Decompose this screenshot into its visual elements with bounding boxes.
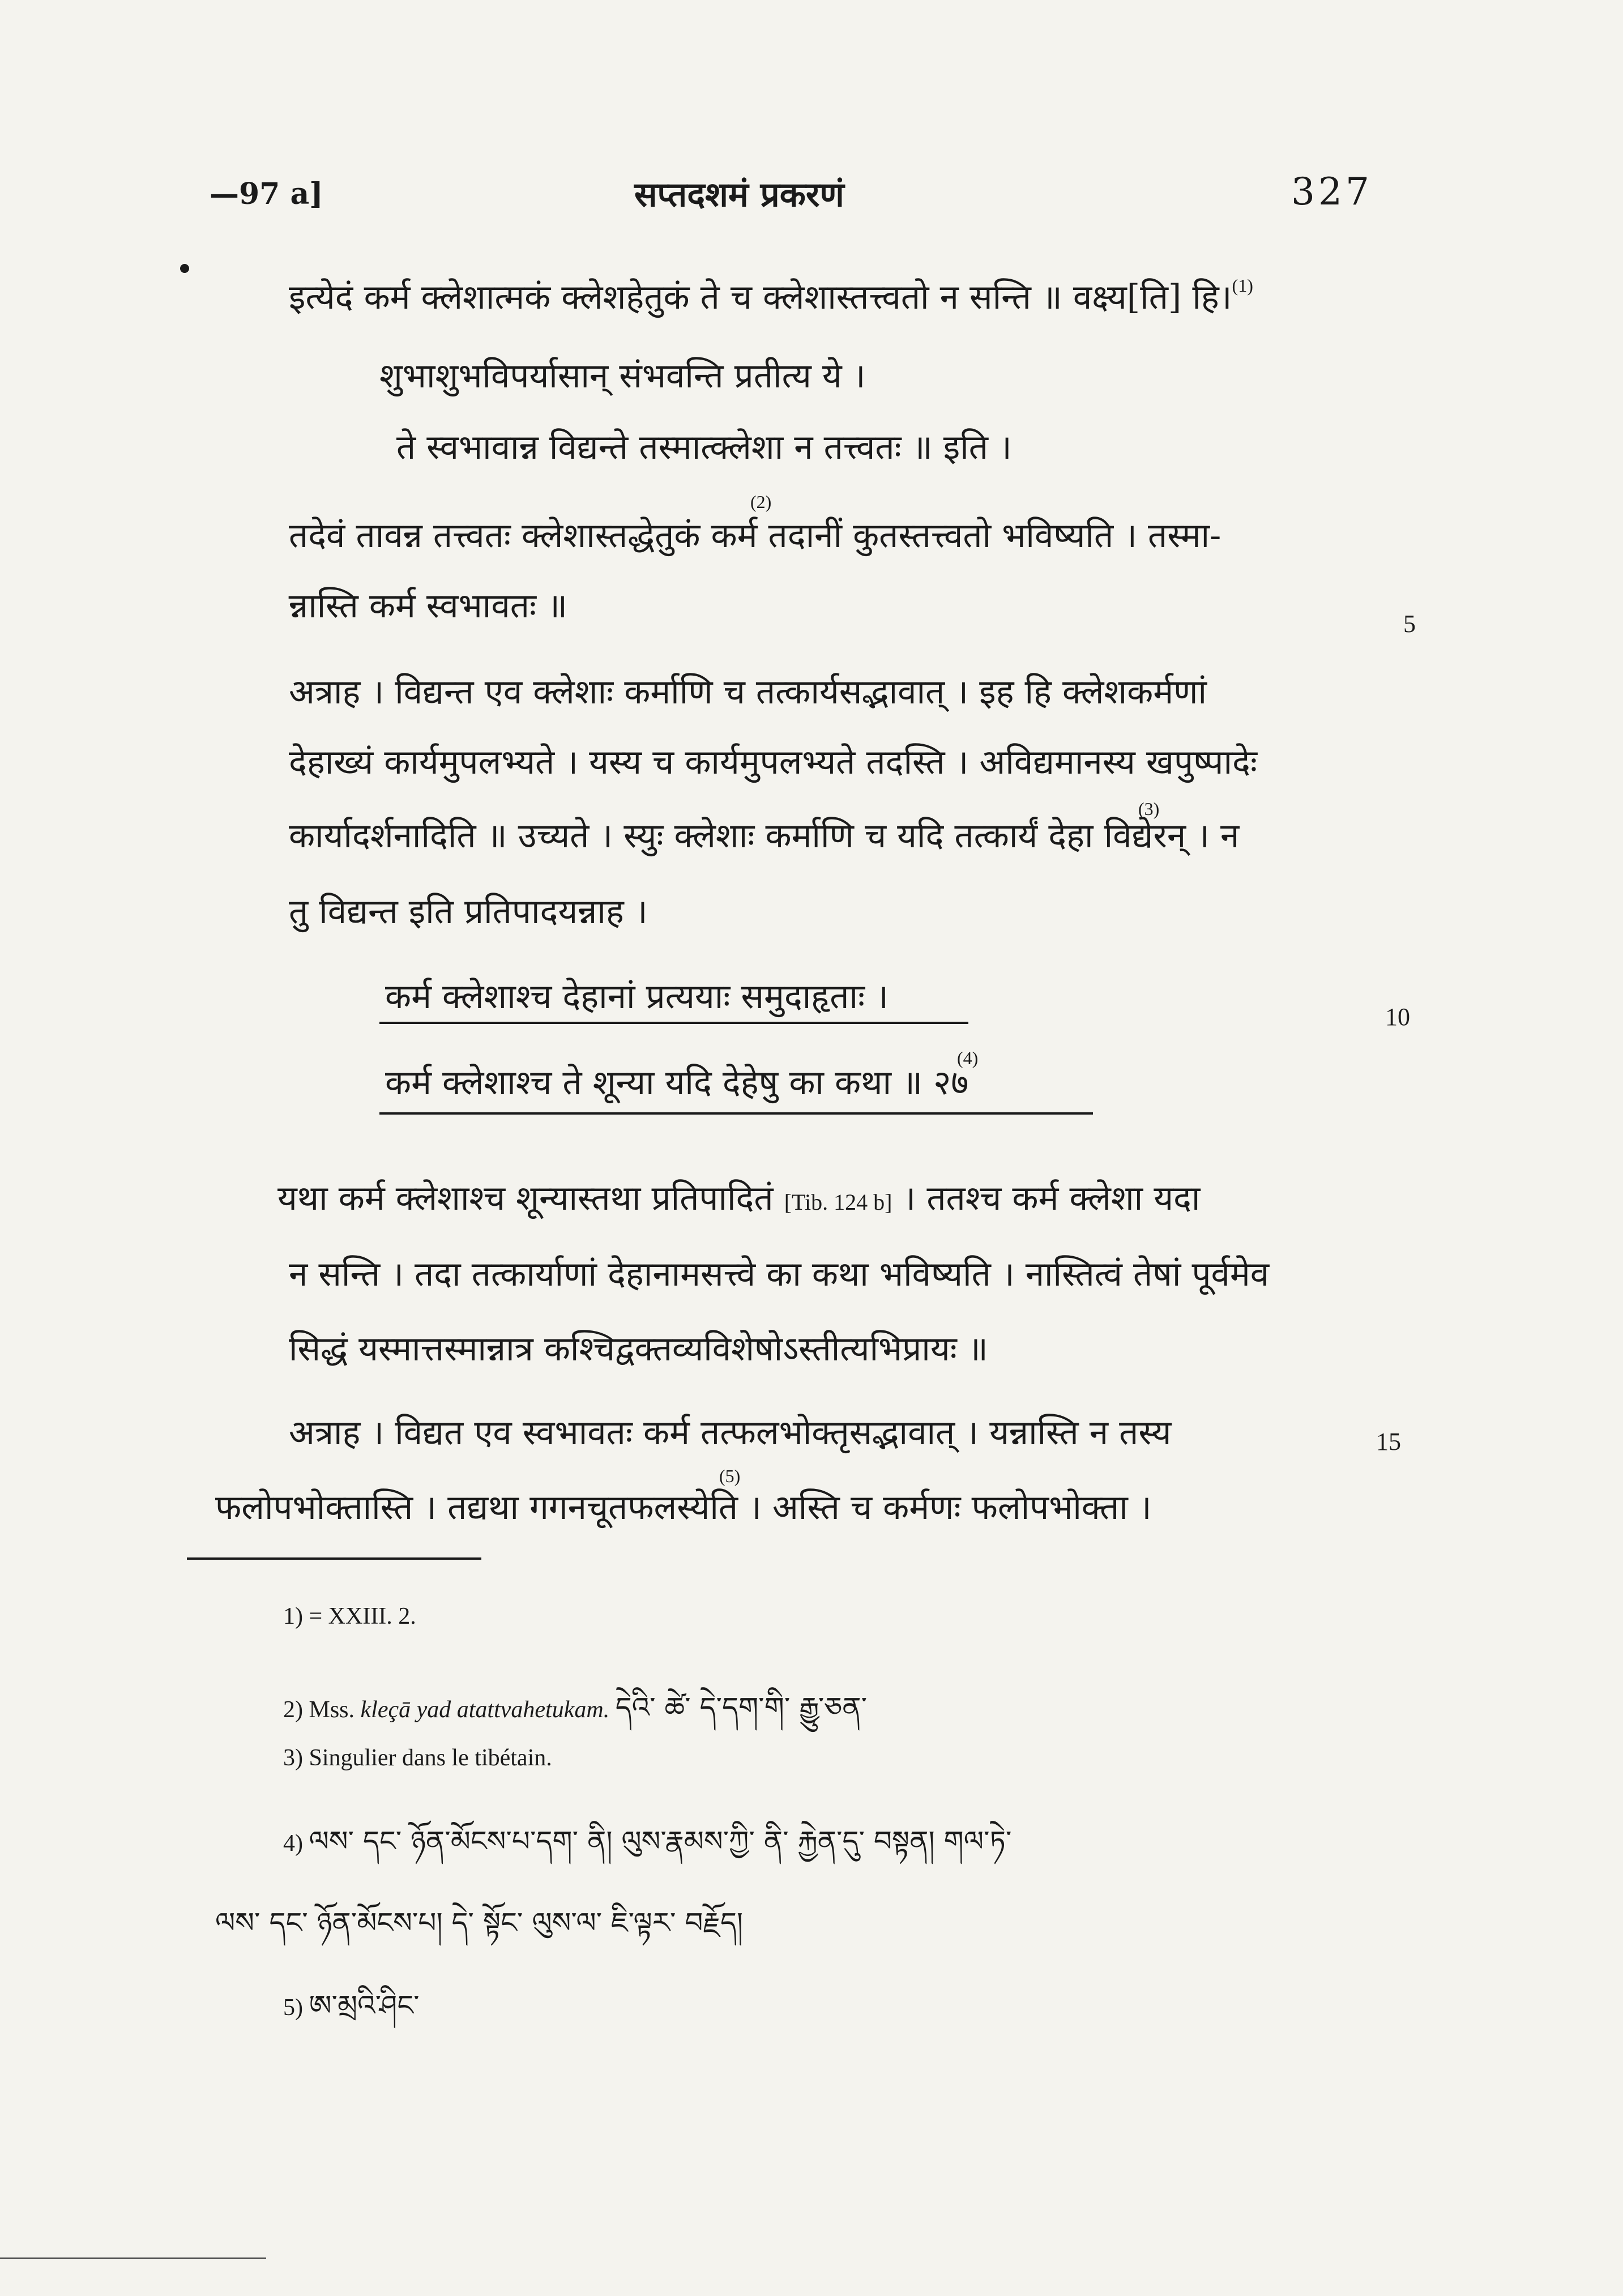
text-line-9: तु विद्यन्त इति प्रतिपादयन्नाह । xyxy=(289,892,648,932)
line-number-5: 5 xyxy=(1403,610,1416,638)
footnote-separator xyxy=(187,1557,481,1560)
footnote-4: 4) ལས་ དང་ ཉོན་མོངས་པ་དག་ ནི། ལུས་རྣམས་ཀྱི་ ནི་ རྐྱེན་དུ་ བསྟན། གལ་ཏེ་ xyxy=(283,1825,1012,1858)
footnote-mark-4: (4) xyxy=(957,1048,979,1068)
verse-underline-1 xyxy=(379,1022,968,1024)
running-head-left: —97 a] xyxy=(210,177,323,211)
text-line-14: सिद्धं यस्मात्तस्मान्नात्र कश्चिद्वक्तव्यविशेषोऽस्तीत्यभिप्रायः ॥ xyxy=(289,1329,988,1369)
text-line-1: इत्येदं कर्म क्लेशात्मकं क्लेशहेतुकं ते च क्लेशास्तत्त्वतो न सन्ति ॥ वक्ष्य[ति] हि।$^{(1)}$ xyxy=(289,275,1253,317)
footnote-mark-5: (5) xyxy=(719,1466,741,1486)
line-number-15: 15 xyxy=(1376,1428,1401,1456)
page-number: 327 xyxy=(1291,170,1373,214)
footnote-mark-1: (1) xyxy=(1232,275,1253,296)
footnote-2: 2) Mss. kleçā yad atattvahetukam. དེའི་ ཚེ་ དེ་དག་གི་ རྒྱུ་ཅན་ xyxy=(283,1691,868,1724)
text-line-13: न सन्ति । तदा तत्कार्याणां देहानामसत्त्वे का कथा भविष्यति । नास्तित्वं तेषां पूर्वमेव xyxy=(289,1254,1270,1294)
text-line-7: देहाख्यं कार्यमुपलभ्यते । यस्य च कार्यमुपलभ्यते तदस्ति । अविद्यमानस्य खपुष्पादेः xyxy=(289,742,1257,782)
footnote-1: 1) = XXIII. 2. xyxy=(283,1603,416,1629)
footnote-4-cont: ལས་ དང་ ཉོན་མོངས་པ། དེ་ སྟོང་ ལུས་ལ་ ཇི་ལྟར་ བརྗོད། xyxy=(215,1906,744,1939)
text-line-16: फलोपभोक्तास्ति । तद्यथा गगनचूतफलस्येति । अस्ति च कर्मणः फलोपभोक्ता । xyxy=(215,1488,1152,1527)
footnote-5: 5) ཨ་མྲའི་ཤིང་ xyxy=(283,1989,420,2022)
text-line-4: तदेवं तावन्न तत्त्वतः क्लेशास्तद्धेतुकं कर्म तदानीं कुतस्तत्त्वतो भविष्यति । तस्मा- xyxy=(289,516,1221,556)
footnote-2-tibetan: དེའི་ ཚེ་ དེ་དག་གི་ རྒྱུ་ཅན་ xyxy=(615,1691,868,1724)
tibetan-page-ref: [Tib. 124 b] xyxy=(784,1189,892,1215)
margin-dot xyxy=(180,264,189,273)
text-line-12: यथा कर्म क्लेशाश्च शून्यास्तथा प्रतिपादितं [Tib. 124 b] । ततश्च कर्म क्लेशा यदा xyxy=(277,1179,1201,1218)
verse-line-1: शुभाशुभविपर्यासान् संभवन्ति प्रतीत्य ये । xyxy=(379,356,866,396)
text-line-5: न्नास्ति कर्म स्वभावतः ॥ xyxy=(289,586,568,626)
verse-underline-2 xyxy=(379,1112,1093,1115)
text-line-6: अत्राह । विद्यन्त एव क्लेशाः कर्माणि च तत्कार्यसद्भावात् । इह हि क्लेशकर्मणां xyxy=(289,672,1207,712)
verse-27-line-1: कर्म क्लेशाश्च देहानां प्रत्ययाः समुदाहृताः । xyxy=(385,977,889,1017)
running-head-title: सप्तदशमं प्रकरणं xyxy=(634,175,844,215)
text-line-15: अत्राह । विद्यत एव स्वभावतः कर्म तत्फलभोक्तृसद्भावात् । यन्नास्ति न तस्य xyxy=(289,1413,1172,1453)
verse-27-line-2: कर्म क्लेशाश्च ते शून्या यदि देहेषु का कथा ॥ २७ xyxy=(385,1063,969,1103)
footnote-mark-2: (2) xyxy=(750,492,772,512)
verse-line-2: ते स्वभावान्न विद्यन्ते तस्मात्क्लेशा न तत्त्वतः ॥ इति । xyxy=(396,428,1012,467)
scan-edge-line xyxy=(0,2257,266,2259)
text-line-8: कार्यादर्शनादिति ॥ उच्यते । स्युः क्लेशाः कर्माणि च यदि तत्कार्यं देहा विद्येरन् । न xyxy=(289,816,1240,856)
line-number-10: 10 xyxy=(1385,1003,1410,1031)
footnote-3: 3) Singulier dans le tibétain. xyxy=(283,1745,552,1771)
footnote-mark-3: (3) xyxy=(1138,799,1160,819)
